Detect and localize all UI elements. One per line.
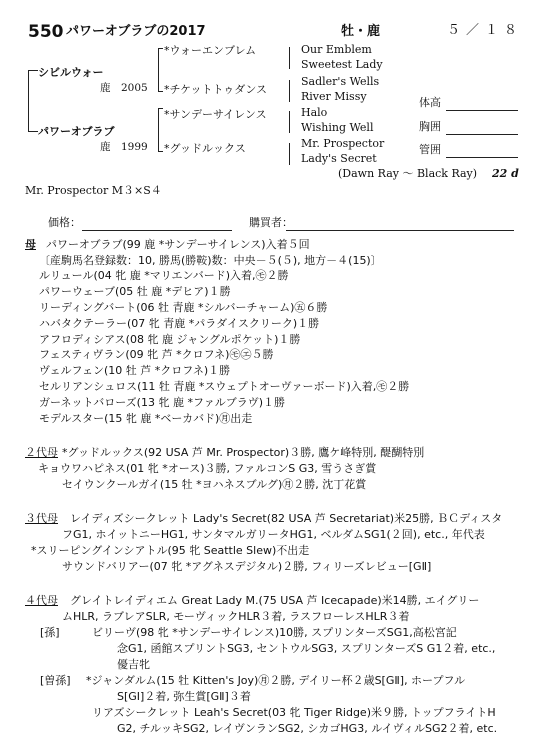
section-label-gen3: ３代母: [25, 512, 58, 525]
ggen-7: Mr. Prospector: [301, 137, 385, 150]
dam-line: セルリアンシュロス(11 牡 青鹿 *スウェプトオーヴァーボード)入着,㋲２勝: [39, 380, 410, 393]
dam-info: 鹿 1999: [100, 141, 148, 153]
grandsire-3: *サンデーサイレンス: [164, 108, 267, 121]
great-grandchild-label: [曽孫]: [40, 674, 71, 687]
price-label: 価格：: [48, 216, 81, 229]
grandsire-2: *チケットトゥダンス: [164, 83, 268, 96]
gen3-line: *スリーピングインシアトル(95 牝 Seattle Slew)不出走: [31, 544, 310, 557]
female-line: (Dawn Ray ～ Black Ray): [338, 167, 478, 180]
gen4-line: S[GⅠ]２着, 弥生賞[GⅡ]３着: [117, 690, 251, 703]
sex-color: 牡・鹿: [341, 24, 381, 39]
ggen-2: Sweetest Lady: [301, 58, 383, 71]
height-label: 体高: [419, 96, 441, 109]
dam-line: ハバタクテーラー(07 牝 青鹿 *パラダイスクリーク)１勝: [39, 317, 320, 330]
buyer-label: 購買者：: [249, 216, 293, 229]
height-field[interactable]: [446, 110, 518, 111]
gen4-line: ビリーヴ(98 牝 *サンデーサイレンス)10勝, スプリンターズSG1,高松宮記: [92, 626, 457, 639]
grandchild-label: [孫]: [40, 626, 60, 639]
lot-number: 550: [28, 22, 64, 42]
dam-line: フェスティヴラン(09 牝 芦 *クロフネ)㋲㋓５勝: [39, 348, 274, 361]
girth-label: 胸囲: [419, 120, 441, 133]
ggen-3: Sadler's Wells: [301, 75, 380, 88]
dam-line: リーディングバート(06 牡 青鹿 *シルバーチャーム)㊄６勝: [39, 301, 328, 314]
family-number: 22 d: [492, 167, 519, 180]
gen2-line: *グッドルックス(92 USA 芦 Mr. Prospector)３勝, 鷹ケ峰特別, 醍醐特別: [62, 446, 425, 459]
gen4-line: ムHLR, ラブレアSLR, モーヴィックHLR３着, ラスフローレスHLR３着: [62, 610, 410, 623]
dam-line: モデルスター(15 牝 鹿 *ベーカバド)㊊出走: [39, 412, 253, 425]
grandsire-1: *ウォーエンブレム: [164, 44, 257, 57]
inbreeding: Mr. Prospector M３×S４: [25, 184, 162, 197]
sire-info: 鹿 2005: [100, 82, 148, 94]
gen2-line: キョウワハピネス(01 牝 *オース)３勝, ファルコンS G3, 雪うさぎ賞: [38, 462, 377, 475]
girth-field[interactable]: [446, 134, 518, 135]
ggen-1: Our Emblem: [301, 43, 372, 56]
ggen-6: Wishing Well: [301, 121, 374, 134]
dam-line: アフロディシアス(08 牝 鹿 ジャングルポケット)１勝: [39, 333, 301, 346]
gen4-line: G2, チルッキSG2, レイヴンランSG2, シカゴHG3, ルイヴィルSG2２着, etc.: [117, 722, 498, 735]
section-label-dam: 母: [25, 238, 36, 251]
dam-line: パワーオブラブ(99 鹿 *サンデーサイレンス)入着５回: [46, 238, 310, 251]
dam-line: ヴェルフェン(10 牡 芦 *クロフネ)１勝: [39, 364, 231, 377]
dam-name: パワーオブラブ: [38, 125, 115, 138]
cannon-field[interactable]: [446, 157, 518, 158]
dam-line: 〔産駒馬名登録数：10, 勝馬(勝鞍)数：中央－５(５), 地方－４(15)〕: [39, 254, 382, 267]
gen3-line: フG1, ホイットニーHG1, サンタマルガリータHG1, ベルダムSG1(２回), etc., 年代表: [62, 528, 485, 541]
section-label-gen4: ４代母: [25, 594, 58, 607]
ggen-4: River Missy: [301, 90, 367, 103]
gen3-line: サウンドバリアー(07 牝 *アグネスデジタル)２勝, フィリーズレビュー[GⅡ]: [62, 560, 432, 573]
gen3-line: レイディズシークレット Lady's Secret(82 USA 芦 Secretariat)米25勝, ＢＣディスタ: [70, 512, 503, 525]
gen4-line: リアズシークレット Leah's Secret(03 牝 Tiger Ridge)米９勝, トップフライトH: [92, 706, 496, 719]
gen4-line: グレイトレイディエム Great Lady M.(75 USA 芦 Icecapade)米14勝, エイグリー: [70, 594, 480, 607]
ggen-8: Lady's Secret: [301, 152, 377, 165]
grandsire-4: *グッドルックス: [164, 142, 246, 155]
gen4-line: 優吉牝: [117, 658, 150, 671]
gen4-line: 念G1, 函館スプリントSG3, セントウルSG3, スプリンターズS G1２着, etc.,: [117, 642, 496, 655]
dam-line: パワーウェーブ(05 牡 鹿 *デヒア)１勝: [39, 285, 231, 298]
dam-line: ガーネットバローズ(13 牝 鹿 *ファルブラヴ)１勝: [39, 396, 286, 409]
price-field[interactable]: [82, 230, 232, 231]
horse-name: パワーオブラブの2017: [66, 24, 206, 39]
gen4-line: *ジャンダルム(15 牡 Kitten's Joy)㊊２勝, デイリー杯２歳S[GⅡ], ホープフル: [86, 674, 466, 687]
sale-date: ５／１８: [447, 23, 524, 38]
gen2-line: セイウンクールガイ(15 牡 *ヨハネスブルグ)㊊２勝, 沈丁花賞: [62, 478, 367, 491]
dam-line: ルリュール(04 牝 鹿 *マリエンバード)入着,㋲２勝: [39, 269, 289, 282]
cannon-label: 管囲: [419, 143, 441, 156]
sire-name: シビルウォー: [38, 66, 104, 79]
section-label-gen2: ２代母: [25, 446, 58, 459]
ggen-5: Halo: [301, 106, 328, 119]
buyer-field[interactable]: [286, 230, 514, 231]
